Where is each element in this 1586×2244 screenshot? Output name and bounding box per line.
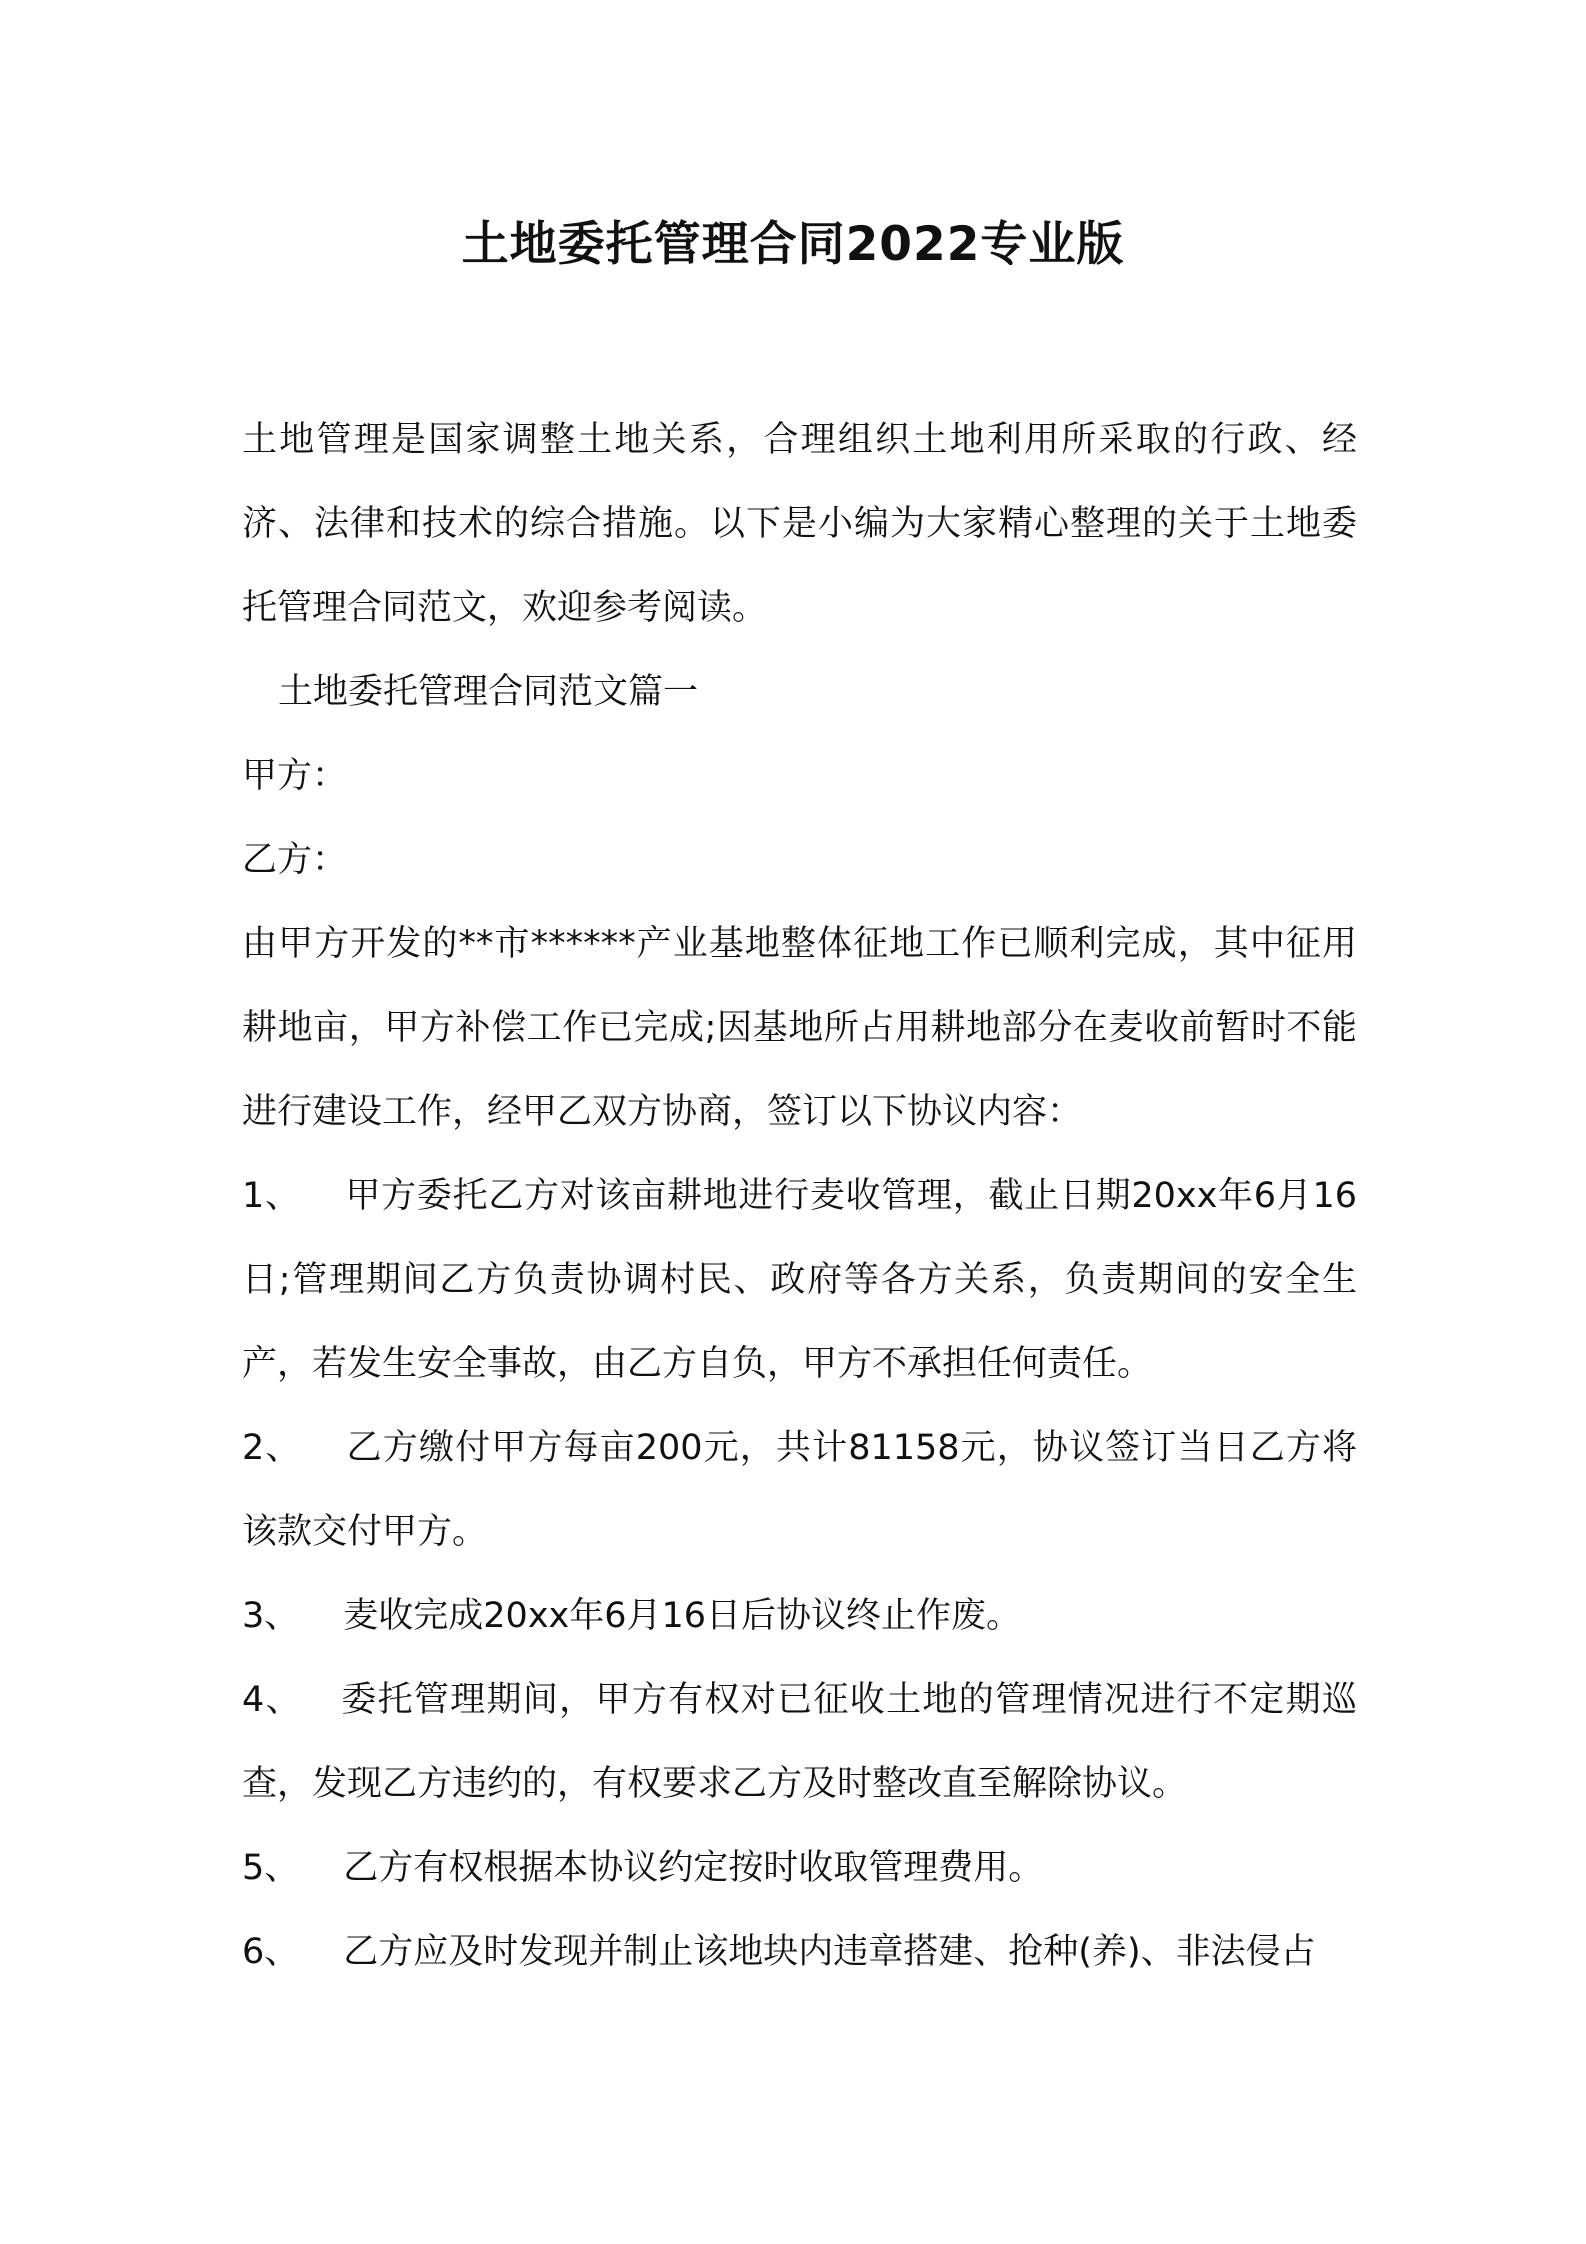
document-title: 土地委托管理合同2022专业版 bbox=[461, 217, 1125, 272]
party-a-label: 甲方： bbox=[242, 756, 348, 796]
clause-item-2 bbox=[242, 1406, 1357, 1574]
clause-number: 5、 bbox=[242, 1848, 300, 1888]
clause-item-3 bbox=[242, 1574, 1357, 1658]
section-heading: 土地委托管理合同范文篇一 bbox=[278, 672, 699, 712]
party-b-label: 乙方： bbox=[242, 840, 348, 880]
clause-text: 乙方应及时发现并制止该地块内违章搭建、抢种(养)、非法侵占 bbox=[343, 1932, 1316, 1972]
clause-text: 麦收完成20xx年6月16日后协议终止作废。 bbox=[343, 1596, 1022, 1636]
clause-number: 1、 bbox=[242, 1176, 301, 1216]
clause-number: 3、 bbox=[242, 1596, 300, 1636]
clause-text: 乙方缴付甲方每亩200元，共计81158元，协议签订当日乙方将该款交付甲方。 bbox=[242, 1428, 1357, 1552]
clause-number: 2、 bbox=[242, 1428, 302, 1468]
clause-number: 4、 bbox=[242, 1680, 302, 1720]
preamble-paragraph: 由甲方开发的**市******产业基地整体征地工作已顺利完成，其中征用耕地亩，甲方补偿工作已完成;因基地所占用耕地部分在麦收前暂时不能进行建设工作，经甲乙双方协商，签订以下协议内容： bbox=[242, 924, 1357, 1132]
clause-text: 乙方有权根据本协议约定按时收取管理费用。 bbox=[343, 1848, 1044, 1888]
clause-text: 甲方委托乙方对该亩耕地进行麦收管理，截止日期20xx年6月16日;管理期间乙方负责协调村民、政府等各方关系，负责期间的安全生产，若发生安全事故，由乙方自负，甲方不承担任何责任。 bbox=[242, 1176, 1357, 1384]
document-body bbox=[242, 398, 1357, 1994]
clause-number: 6、 bbox=[242, 1932, 300, 1972]
intro-paragraph: 土地管理是国家调整土地关系，合理组织土地利用所采取的行政、经济、法律和技术的综合措施。以下是小编为大家精心整理的关于土地委托管理合同范文，欢迎参考阅读。 bbox=[242, 420, 1357, 628]
clause-item-5 bbox=[242, 1826, 1357, 1910]
clause-item-1 bbox=[242, 1154, 1357, 1406]
clause-text: 委托管理期间，甲方有权对已征收土地的管理情况进行不定期巡查，发现乙方违约的，有权要求乙方及时整改直至解除协议。 bbox=[242, 1680, 1357, 1804]
clause-item-6 bbox=[242, 1910, 1357, 1994]
clause-item-4 bbox=[242, 1658, 1357, 1826]
